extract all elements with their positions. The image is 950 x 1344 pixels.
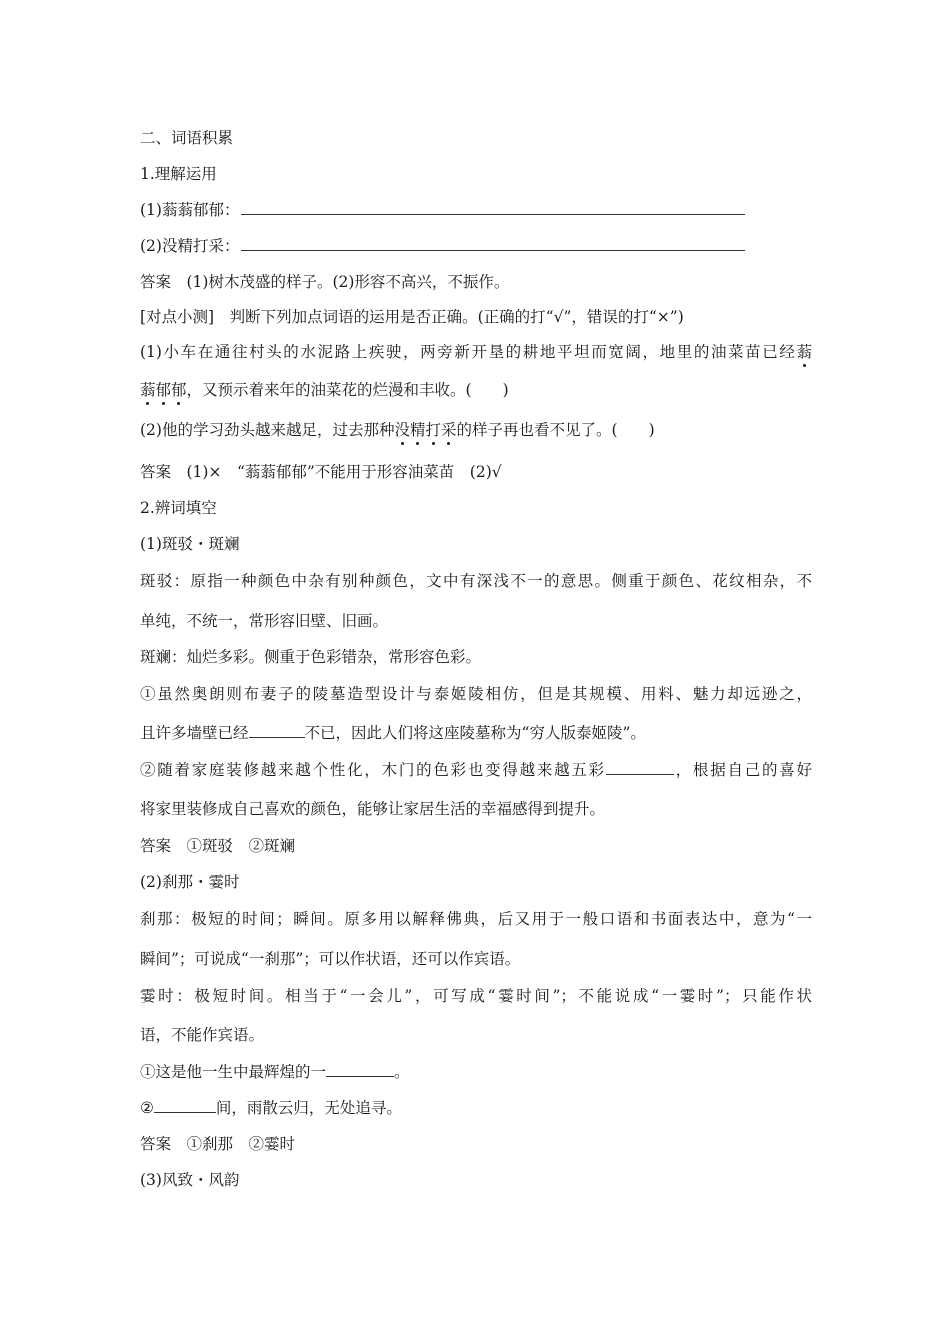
sentence-text: 且许多墙壁已经 (140, 724, 249, 742)
group-2-def-1-line-1: 刹那：极短的时间；瞬间。原多用以解释佛典，后又用于一般口语和书面表达中，意为“一 (140, 910, 812, 928)
fill-item-2 (140, 236, 745, 256)
group-3-title: (3)风致・风韵 (140, 1171, 240, 1189)
fill-blank (249, 723, 305, 738)
group-2-def-1-line-2: 瞬间”；可说成“一刹那”；可以作状语，还可以作宾语。 (140, 950, 521, 968)
test-intro: [对点小测] 判断下列加点词语的运用是否正确。(正确的打“√”，错误的打“×”) (140, 308, 684, 326)
dotted-char: 郁 (155, 381, 172, 399)
dotted-char: 精 (409, 421, 426, 439)
group-1-sentence-2-line-1 (140, 760, 812, 780)
group-1-sentence-2-line-2: 将家里装修成自己喜欢的颜色，能够让家居生活的幸福感得到提升。 (140, 800, 606, 818)
sentence-text-end: 间，雨散云归，无处追寻。 (215, 1099, 402, 1117)
group-1-title: (1)斑驳・斑斓 (140, 535, 240, 553)
sentence-text-end: ，根据自己的喜好 (673, 761, 812, 779)
dotted-char: 郁 (171, 381, 187, 399)
group-1-sentence-1-line-2 (140, 723, 646, 743)
group-2-sentence-2 (140, 1098, 402, 1118)
group-1-answer: 答案 ①斑驳 ②斑斓 (140, 837, 296, 855)
question-2-text: (2)他的学习劲头越来越足，过去那种 (140, 421, 395, 439)
question-1-line-1 (140, 342, 812, 362)
sentence-text: ② (140, 1099, 154, 1117)
answer-1: 答案 (1)树木茂盛的样子。(2)形容不高兴，不振作。 (140, 273, 510, 291)
answer-blank-2 (241, 236, 745, 251)
fill-item-1-label: (1)蓊蓊郁郁： (140, 201, 240, 219)
group-2-def-2-line-2: 语，不能作宾语。 (140, 1026, 265, 1044)
question-1-text-end: ，又预示着来年的油菜花的烂漫和丰收。( ) (186, 381, 509, 399)
sentence-text-end: 不已，因此人们将这座陵墓称为“穷人版泰姬陵”。 (304, 724, 646, 742)
group-2-answer: 答案 ①刹那 ②霎时 (140, 1135, 296, 1153)
group-1-def-2: 斑斓：灿烂多彩。侧重于色彩错杂，常形容色彩。 (140, 648, 482, 666)
group-2-def-2-line-1: 霎时：极短时间。相当于“一会儿”，可写成“霎时间”；不能说成“一霎时”；只能作状 (140, 987, 812, 1005)
group-2-title: (2)刹那・霎时 (140, 873, 240, 891)
fill-blank (154, 1098, 216, 1113)
section-title: 二、词语积累 (140, 129, 234, 147)
part2-title: 2.辨词填空 (140, 499, 217, 517)
dotted-char: 蓊 (140, 381, 156, 399)
dotted-char: 没 (394, 421, 410, 439)
group-1-def-1-line-1: 斑驳：原指一种颜色中杂有别种颜色，文中有深浅不一的意思。侧重于颜色、花纹相杂，不 (140, 572, 812, 590)
question-2 (140, 420, 655, 440)
dotted-char: 采 (441, 421, 457, 439)
sentence-text: ①这是他一生中最辉煌的一 (140, 1063, 327, 1081)
answer-blank-1 (241, 200, 745, 215)
question-2-text-end: 的样子再也看不见了。( ) (456, 421, 655, 439)
group-2-sentence-1 (140, 1062, 410, 1082)
fill-item-1 (140, 200, 745, 220)
sentence-text-end: 。 (394, 1063, 410, 1081)
dotted-char: 打 (425, 421, 442, 439)
question-1-line-2 (140, 380, 509, 400)
fill-item-2-label: (2)没精打采： (140, 237, 240, 255)
fill-blank (606, 760, 674, 775)
sentence-text: ②随着家庭装修越来越个性化，木门的色彩也变得越来越五彩 (140, 761, 606, 779)
group-1-sentence-1-line-1: ①虽然奥朗则布妻子的陵墓造型设计与泰姬陵相仿，但是其规模、用料、魅力却远逊之， (140, 685, 812, 703)
fill-blank (326, 1062, 394, 1077)
answer-2: 答案 (1)× “蓊蓊郁郁”不能用于形容油菜苗 (2)√ (140, 463, 502, 481)
question-1-text: (1)小车在通往村头的水泥路上疾驶，两旁新开垦的耕地平坦而宽阔，地里的油菜苗已经 (140, 343, 797, 361)
part1-title: 1.理解运用 (140, 165, 217, 183)
dotted-char: 蓊 (796, 343, 812, 361)
group-1-def-1-line-2: 单纯，不统一，常形容旧壁、旧画。 (140, 612, 389, 630)
